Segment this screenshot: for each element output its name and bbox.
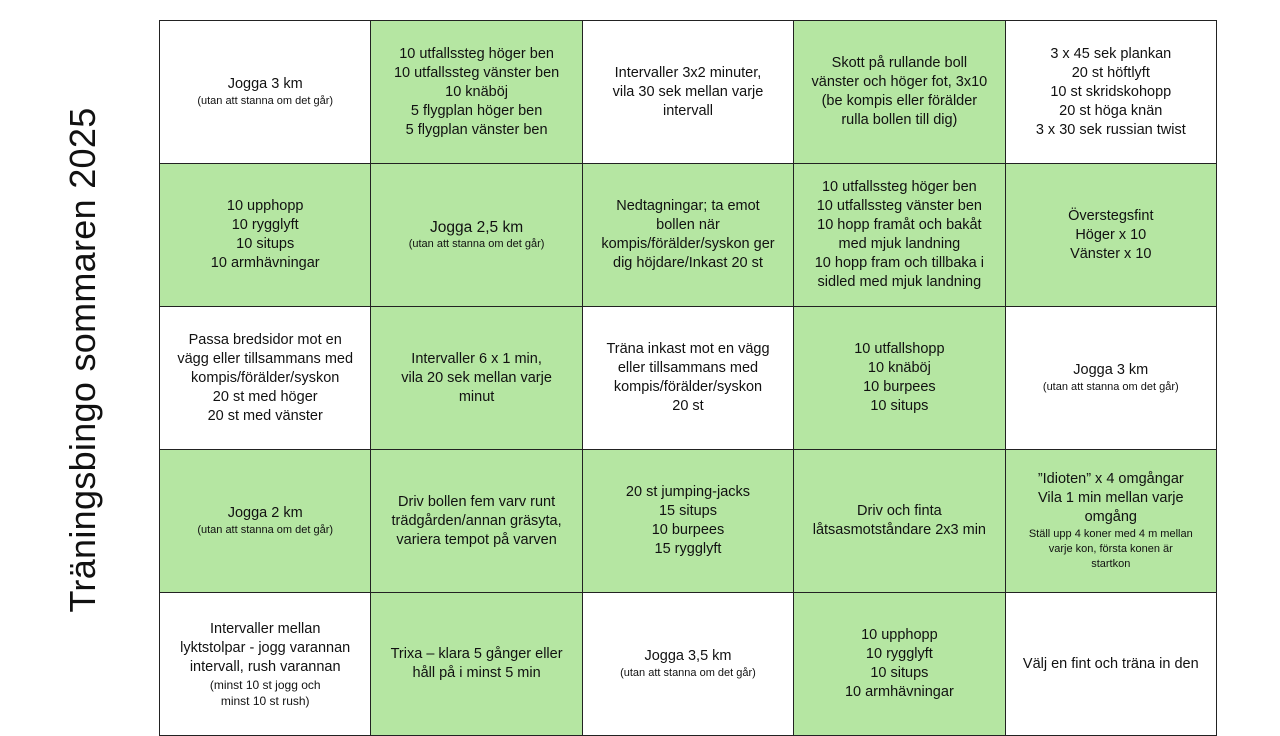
cell-text: eller tillsammans med	[617, 360, 759, 376]
cell-text: Jogga 3,5 km	[644, 648, 732, 664]
bingo-cell	[582, 21, 793, 164]
cell-text: håll på i minst 5 min	[412, 665, 541, 681]
cell-text: 15 situps	[658, 503, 717, 519]
cell-text: omgång	[1084, 509, 1137, 525]
cell-text: 3 x 30 sek russian twist	[1035, 121, 1186, 138]
bingo-cell	[160, 307, 371, 450]
bingo-cell	[794, 21, 1005, 164]
bingo-cell	[1005, 21, 1216, 164]
cell-text: dig höjdare/Inkast 20 st	[613, 255, 763, 271]
cell-text: 3 x 45 sek plankan	[1050, 45, 1172, 62]
cell-text: 10 hopp framåt och bakåt	[817, 217, 982, 233]
bingo-row	[160, 21, 1217, 164]
bingo-row	[160, 450, 1217, 593]
cell-text: 20 st höga knän	[1059, 102, 1163, 119]
bingo-cell	[1005, 164, 1216, 307]
cell-text: Jogga 2 km	[227, 505, 303, 521]
cell-text: 20 st med höger	[212, 388, 318, 405]
cell-text: 5 flygplan vänster ben	[405, 121, 548, 138]
cell-text: 10 upphopp	[861, 627, 938, 643]
cell-note: (utan att stanna om det går)	[197, 95, 334, 107]
cell-text: Vila 1 min mellan varje	[1037, 490, 1184, 506]
cell-text: Passa bredsidor mot en	[188, 331, 342, 348]
bingo-cell	[794, 307, 1005, 450]
cell-text: Driv bollen fem varv runt	[398, 493, 556, 510]
cell-text: 10 utfallssteg vänster ben	[816, 198, 982, 214]
bingo-cell	[371, 593, 582, 736]
cell-text: variera tempot på varven	[396, 531, 557, 548]
cell-text: Höger x 10	[1075, 226, 1147, 243]
cell-text: 10 situps	[236, 236, 295, 252]
cell-text: vila 20 sek mellan varje	[401, 369, 552, 386]
cell-text: 10 utfallssteg höger ben	[821, 179, 977, 195]
cell-text: 20 st med vänster	[207, 407, 323, 424]
cell-text: intervall, rush varannan	[189, 658, 341, 675]
bingo-cell	[1005, 450, 1216, 593]
bingo-cell	[794, 164, 1005, 307]
cell-text: 5 flygplan höger ben	[410, 102, 543, 119]
cell-text: Överstegsfint	[1068, 207, 1154, 224]
bingo-row	[160, 164, 1217, 307]
cell-text: vänster och höger fot, 3x10	[811, 74, 988, 90]
cell-text: 10 situps	[870, 398, 929, 414]
cell-text: Nedtagningar; ta emot	[616, 198, 760, 214]
bingo-cell	[371, 164, 582, 307]
cell-text: 10 burpees	[863, 379, 936, 395]
cell-text: intervall	[662, 102, 713, 119]
cell-text: Jogga 3 km	[227, 76, 303, 92]
cell-text: 20 st	[672, 398, 704, 414]
cell-text: låtsasmotståndare 2x3 min	[812, 522, 986, 538]
bingo-cell	[1005, 593, 1216, 736]
cell-text: lyktstolpar - jogg varannan	[180, 639, 351, 656]
bingo-cell	[160, 21, 371, 164]
cell-text: rulla bollen till dig)	[841, 112, 958, 128]
cell-note: minst 10 st rush)	[220, 693, 310, 708]
bingo-cell	[582, 593, 793, 736]
cell-note: (utan att stanna om det går)	[408, 238, 545, 250]
bingo-grid	[159, 20, 1217, 736]
bingo-cell	[582, 307, 793, 450]
cell-text: sidled med mjuk landning	[817, 274, 982, 290]
bingo-cell	[160, 593, 371, 736]
cell-note: Ställ upp 4 koner med 4 m mellan	[1028, 528, 1193, 540]
bingo-cell	[1005, 307, 1216, 450]
cell-text: 10 rygglyft	[865, 646, 933, 662]
cell-text: kompis/förälder/syskon	[613, 379, 763, 395]
cell-note: varje kon, första konen är	[1048, 543, 1173, 555]
cell-text: 10 situps	[870, 665, 929, 681]
bingo-cell	[371, 21, 582, 164]
cell-text: Intervaller 3x2 minuter,	[614, 64, 762, 81]
bingo-cell	[371, 450, 582, 593]
cell-text: 10 burpees	[651, 522, 725, 538]
cell-text: 20 st jumping-jacks	[625, 484, 751, 500]
cell-text: 10 rygglyft	[231, 217, 299, 233]
cell-text: ”Idioten” x 4 omgångar	[1037, 471, 1184, 487]
cell-text: (be kompis eller förälder	[821, 93, 978, 109]
cell-text: med mjuk landning	[838, 236, 961, 252]
bingo-cell	[794, 450, 1005, 593]
cell-text: 10 armhävningar	[844, 684, 954, 700]
cell-text: Träna inkast mot en vägg	[606, 341, 770, 357]
cell-text: Välj en fint och träna in den	[1022, 655, 1199, 672]
cell-text: bollen när	[656, 217, 720, 233]
bingo-cell	[582, 164, 793, 307]
bingo-cell	[794, 593, 1005, 736]
cell-text: 10 upphopp	[226, 198, 304, 214]
cell-text: 10 armhävningar	[210, 255, 320, 271]
cell-text: 20 st höftlyft	[1071, 64, 1150, 81]
cell-text: Jogga 3 km	[1073, 362, 1149, 378]
cell-text: Intervaller 6 x 1 min,	[411, 350, 542, 367]
cell-text: Skott på rullande boll	[831, 55, 968, 71]
cell-text: Intervaller mellan	[209, 620, 321, 637]
bingo-cell	[582, 450, 793, 593]
bingo-row	[160, 307, 1217, 450]
cell-text: 10 knäböj	[445, 83, 509, 100]
cell-text: 10 hopp fram och tillbaka i	[814, 255, 984, 271]
cell-text: 10 utfallssteg höger ben	[399, 45, 554, 62]
bingo-cell	[160, 164, 371, 307]
cell-text: Driv och finta	[857, 503, 942, 519]
cell-note: (utan att stanna om det går)	[620, 667, 756, 679]
cell-note: (minst 10 st jogg och	[209, 677, 321, 692]
cell-text: trädgården/annan gräsyta,	[391, 512, 562, 529]
bingo-row	[160, 593, 1217, 736]
cell-note: startkon	[1091, 558, 1131, 570]
cell-text: kompis/förälder/syskon ger	[601, 236, 775, 252]
cell-text: 10 knäböj	[867, 360, 931, 376]
bingo-cell	[160, 450, 371, 593]
cell-text: kompis/förälder/syskon	[191, 369, 340, 386]
cell-text: Trixa – klara 5 gånger eller	[390, 646, 563, 662]
cell-text: vila 30 sek mellan varje	[612, 83, 764, 100]
cell-text: Vänster x 10	[1070, 245, 1152, 262]
page-title: Träningsbingo sommaren 2025	[62, 107, 103, 613]
bingo-grid-body	[160, 21, 1217, 736]
cell-note: (utan att stanna om det går)	[197, 524, 334, 536]
bingo-cell	[371, 307, 582, 450]
cell-text: 10 utfallssteg vänster ben	[393, 64, 560, 81]
cell-note: (utan att stanna om det går)	[1042, 381, 1179, 393]
cell-text: 10 st skridskohopp	[1050, 83, 1172, 100]
cell-text: 15 rygglyft	[654, 541, 722, 557]
cell-text: 10 utfallshopp	[854, 341, 945, 357]
cell-text: Jogga 2,5 km	[430, 219, 524, 236]
cell-text: vägg eller tillsammans med	[177, 350, 354, 367]
cell-text: minut	[458, 388, 495, 405]
